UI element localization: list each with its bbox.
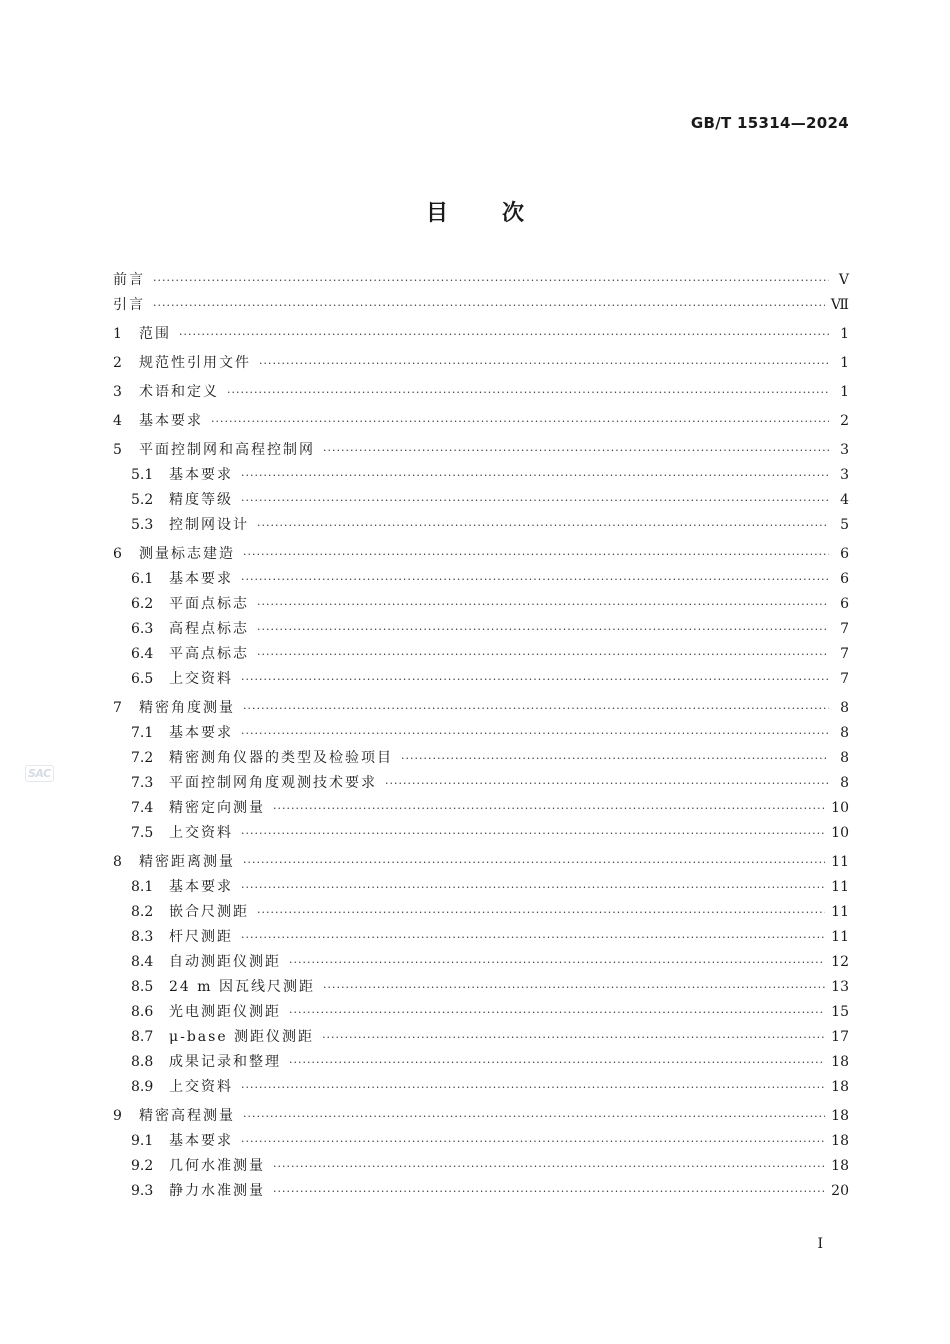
toc-entry-number: 7 bbox=[113, 700, 122, 716]
toc-entry-number: 7.1 bbox=[131, 725, 154, 741]
toc-entry-label: μ-base 测距仪测距 bbox=[169, 1029, 315, 1045]
toc-entry-label: 自动测距仪测距 bbox=[169, 954, 281, 970]
toc-leader-dots bbox=[241, 488, 829, 513]
toc-leader-dots bbox=[257, 900, 825, 925]
toc-entry-number: 8.1 bbox=[131, 879, 154, 895]
toc-entry-number: 6 bbox=[113, 546, 122, 562]
toc-entry-page: 15 bbox=[831, 1004, 849, 1020]
toc-entry-label: 精密测角仪器的类型及检验项目 bbox=[169, 750, 393, 766]
toc-entry-number: 5.3 bbox=[131, 517, 154, 533]
toc-entry-page: 6 bbox=[840, 546, 849, 562]
toc-entry-page: 1 bbox=[840, 326, 849, 342]
toc-entry-page: 20 bbox=[831, 1183, 849, 1199]
toc-leader-dots bbox=[322, 1025, 825, 1050]
toc-entry[interactable] bbox=[113, 438, 849, 463]
toc-leader-dots bbox=[259, 351, 829, 376]
toc-entry-label: 上交资料 bbox=[169, 671, 233, 687]
toc-entry-number: 5.2 bbox=[131, 492, 154, 508]
toc-entry-page: 6 bbox=[840, 571, 849, 587]
toc-entry-label: 嵌合尺测距 bbox=[169, 904, 249, 920]
toc-entry[interactable] bbox=[113, 463, 849, 488]
toc-entry-number: 8.5 bbox=[131, 979, 154, 995]
toc-leader-dots bbox=[227, 380, 829, 405]
toc-entry-number: 6.1 bbox=[131, 571, 154, 587]
toc-entry-page: 8 bbox=[840, 725, 849, 741]
toc-leader-dots bbox=[241, 875, 825, 900]
toc-entry-label: 平面控制网和高程控制网 bbox=[139, 442, 315, 458]
toc-entry[interactable] bbox=[113, 950, 849, 975]
toc-entry-page: 18 bbox=[831, 1079, 849, 1095]
toc-leader-dots bbox=[241, 1075, 825, 1100]
toc-entry-number: 2 bbox=[113, 355, 122, 371]
toc-entry-page: 18 bbox=[831, 1054, 849, 1070]
toc-entry-label: 静力水准测量 bbox=[169, 1183, 265, 1199]
toc-entry-number: 8.9 bbox=[131, 1079, 154, 1095]
toc-entry-label: 平高点标志 bbox=[169, 646, 249, 662]
toc-entry-page: Ⅶ bbox=[830, 297, 849, 313]
toc-entry[interactable] bbox=[113, 721, 849, 746]
toc-entry-page: 11 bbox=[831, 929, 849, 945]
toc-entry-label: 精密距离测量 bbox=[139, 854, 235, 870]
toc-entry-label: 基本要求 bbox=[139, 413, 203, 429]
toc-entry-label: 精度等级 bbox=[169, 492, 233, 508]
toc-leader-dots bbox=[179, 322, 829, 347]
toc-entry-label: 几何水准测量 bbox=[169, 1158, 265, 1174]
toc-entry[interactable] bbox=[113, 1050, 849, 1075]
toc-entry[interactable] bbox=[113, 925, 849, 950]
toc-entry-number: 9.1 bbox=[131, 1133, 154, 1149]
toc-entry[interactable] bbox=[113, 900, 849, 925]
toc-entry-label: 精密高程测量 bbox=[139, 1108, 235, 1124]
page-title bbox=[0, 196, 950, 227]
toc-entry[interactable] bbox=[113, 1129, 849, 1154]
toc-entry-number: 9 bbox=[113, 1108, 122, 1124]
toc-entry-number: 7.5 bbox=[131, 825, 154, 841]
toc-entry-number: 1 bbox=[113, 326, 122, 342]
toc-entry[interactable] bbox=[113, 875, 849, 900]
toc-entry-label: 基本要求 bbox=[169, 1133, 233, 1149]
toc-entry-page: 11 bbox=[831, 854, 849, 870]
toc-entry-page: 18 bbox=[831, 1158, 849, 1174]
toc-entry-page: 11 bbox=[831, 904, 849, 920]
toc-leader-dots bbox=[241, 463, 829, 488]
toc-entry-label: 引言 bbox=[113, 297, 145, 313]
toc-entry-number: 6.3 bbox=[131, 621, 154, 637]
sac-watermark-logo: SAC bbox=[25, 765, 54, 782]
toc-entry-label: 精密定向测量 bbox=[169, 800, 265, 816]
toc-entry[interactable] bbox=[113, 696, 849, 721]
toc-leader-dots bbox=[243, 542, 829, 567]
title-char-1: 目 bbox=[425, 201, 448, 226]
toc-entry[interactable] bbox=[113, 567, 849, 592]
toc-entry-page: Ⅴ bbox=[838, 272, 849, 288]
toc-entry[interactable] bbox=[113, 293, 849, 318]
toc-entry-number: 7.2 bbox=[131, 750, 154, 766]
toc-entry-number: 6.2 bbox=[131, 596, 154, 612]
toc-leader-dots bbox=[273, 796, 825, 821]
toc-entry[interactable] bbox=[113, 268, 849, 293]
page-number: I bbox=[817, 1236, 823, 1252]
toc-leader-dots bbox=[257, 592, 829, 617]
toc-entry-number: 8.2 bbox=[131, 904, 154, 920]
toc-entry-page: 5 bbox=[840, 517, 849, 533]
toc-entry-page: 18 bbox=[831, 1133, 849, 1149]
toc-entry-number: 5.1 bbox=[131, 467, 154, 483]
toc-entry-number: 9.2 bbox=[131, 1158, 154, 1174]
toc-entry-page: 13 bbox=[831, 979, 849, 995]
toc-leader-dots bbox=[273, 1179, 825, 1204]
toc-leader-dots bbox=[243, 696, 829, 721]
toc-leader-dots bbox=[385, 771, 829, 796]
toc-entry-number: 8.3 bbox=[131, 929, 154, 945]
toc-entry-number: 7.3 bbox=[131, 775, 154, 791]
toc-entry-page: 1 bbox=[840, 355, 849, 371]
toc-entry[interactable] bbox=[113, 409, 849, 434]
toc-entry-page: 4 bbox=[840, 492, 849, 508]
toc-entry-label: 平面点标志 bbox=[169, 596, 249, 612]
toc-entry-number: 6.4 bbox=[131, 646, 154, 662]
toc-entry-page: 8 bbox=[840, 700, 849, 716]
toc-entry-label: 杆尺测距 bbox=[169, 929, 233, 945]
toc-entry[interactable] bbox=[113, 1000, 849, 1025]
toc-entry-label: 前言 bbox=[113, 272, 145, 288]
toc-leader-dots bbox=[289, 1050, 825, 1075]
toc-entry[interactable] bbox=[113, 513, 849, 538]
toc-entry[interactable] bbox=[113, 617, 849, 642]
toc-entry-label: 上交资料 bbox=[169, 1079, 233, 1095]
toc-entry-number: 7.4 bbox=[131, 800, 154, 816]
toc-leader-dots bbox=[289, 950, 825, 975]
toc-leader-dots bbox=[211, 409, 829, 434]
toc-entry-number: 3 bbox=[113, 384, 122, 400]
toc-leader-dots bbox=[401, 746, 829, 771]
toc-entry-label: 基本要求 bbox=[169, 571, 233, 587]
title-char-2: 次 bbox=[502, 201, 525, 226]
toc-entry[interactable] bbox=[113, 542, 849, 567]
toc-entry[interactable] bbox=[113, 975, 849, 1000]
table-of-contents bbox=[113, 268, 849, 1204]
toc-leader-dots bbox=[153, 268, 829, 293]
toc-entry-page: 10 bbox=[831, 825, 849, 841]
toc-leader-dots bbox=[241, 1129, 825, 1154]
toc-entry-number: 8.7 bbox=[131, 1029, 154, 1045]
toc-leader-dots bbox=[243, 1104, 825, 1129]
toc-entry[interactable] bbox=[113, 322, 849, 347]
toc-entry[interactable] bbox=[113, 667, 849, 692]
toc-leader-dots bbox=[273, 1154, 825, 1179]
toc-entry-page: 10 bbox=[831, 800, 849, 816]
toc-entry[interactable] bbox=[113, 796, 849, 821]
toc-entry-label: 平面控制网角度观测技术要求 bbox=[169, 775, 377, 791]
toc-entry-number: 8.4 bbox=[131, 954, 154, 970]
toc-entry-label: 基本要求 bbox=[169, 467, 233, 483]
toc-entry-number: 6.5 bbox=[131, 671, 154, 687]
toc-entry[interactable] bbox=[113, 746, 849, 771]
toc-entry[interactable] bbox=[113, 1025, 849, 1050]
toc-leader-dots bbox=[257, 513, 829, 538]
toc-leader-dots bbox=[153, 293, 825, 318]
toc-leader-dots bbox=[323, 438, 829, 463]
toc-entry-number: 8 bbox=[113, 854, 122, 870]
toc-entry-label: 精密角度测量 bbox=[139, 700, 235, 716]
toc-entry[interactable] bbox=[113, 1104, 849, 1129]
toc-entry[interactable] bbox=[113, 850, 849, 875]
toc-entry-label: 光电测距仪测距 bbox=[169, 1004, 281, 1020]
toc-entry-label: 术语和定义 bbox=[139, 384, 219, 400]
toc-entry-page: 11 bbox=[831, 879, 849, 895]
toc-entry-page: 12 bbox=[831, 954, 849, 970]
toc-entry-page: 7 bbox=[840, 671, 849, 687]
standard-number: GB/T 15314—2024 bbox=[690, 114, 849, 132]
toc-entry-page: 7 bbox=[840, 646, 849, 662]
toc-entry-page: 18 bbox=[831, 1108, 849, 1124]
toc-leader-dots bbox=[241, 721, 829, 746]
toc-entry-number: 8.8 bbox=[131, 1054, 154, 1070]
toc-entry-page: 3 bbox=[840, 442, 849, 458]
toc-entry-page: 2 bbox=[840, 413, 849, 429]
toc-entry-label: 测量标志建造 bbox=[139, 546, 235, 562]
toc-entry-number: 5 bbox=[113, 442, 122, 458]
toc-leader-dots bbox=[257, 642, 829, 667]
toc-entry[interactable] bbox=[113, 821, 849, 846]
toc-entry[interactable] bbox=[113, 1075, 849, 1100]
toc-entry-page: 3 bbox=[840, 467, 849, 483]
toc-entry-number: 8.6 bbox=[131, 1004, 154, 1020]
toc-entry-page: 7 bbox=[840, 621, 849, 637]
toc-entry-label: 上交资料 bbox=[169, 825, 233, 841]
toc-entry[interactable] bbox=[113, 642, 849, 667]
toc-leader-dots bbox=[257, 617, 829, 642]
toc-leader-dots bbox=[241, 925, 825, 950]
toc-entry-page: 8 bbox=[840, 750, 849, 766]
toc-leader-dots bbox=[241, 667, 829, 692]
toc-entry-label: 控制网设计 bbox=[169, 517, 249, 533]
toc-entry-label: 24 m 因瓦线尺测距 bbox=[169, 979, 315, 995]
toc-entry-label: 基本要求 bbox=[169, 725, 233, 741]
toc-entry-number: 4 bbox=[113, 413, 122, 429]
toc-entry-page: 17 bbox=[831, 1029, 849, 1045]
toc-entry-label: 规范性引用文件 bbox=[139, 355, 251, 371]
toc-entry-label: 高程点标志 bbox=[169, 621, 249, 637]
toc-entry-page: 1 bbox=[840, 384, 849, 400]
toc-leader-dots bbox=[289, 1000, 825, 1025]
toc-entry[interactable] bbox=[113, 1154, 849, 1179]
toc-entry[interactable] bbox=[113, 592, 849, 617]
toc-entry[interactable] bbox=[113, 380, 849, 405]
toc-leader-dots bbox=[241, 821, 825, 846]
toc-entry[interactable] bbox=[113, 771, 849, 796]
toc-entry[interactable] bbox=[113, 1179, 849, 1204]
toc-entry-page: 8 bbox=[840, 775, 849, 791]
toc-entry-number: 9.3 bbox=[131, 1183, 154, 1199]
toc-entry-label: 基本要求 bbox=[169, 879, 233, 895]
toc-entry[interactable] bbox=[113, 488, 849, 513]
toc-leader-dots bbox=[241, 567, 829, 592]
toc-leader-dots bbox=[243, 850, 825, 875]
toc-entry-label: 范围 bbox=[139, 326, 171, 342]
toc-entry[interactable] bbox=[113, 351, 849, 376]
toc-leader-dots bbox=[323, 975, 825, 1000]
toc-entry-page: 6 bbox=[840, 596, 849, 612]
toc-entry-label: 成果记录和整理 bbox=[169, 1054, 281, 1070]
